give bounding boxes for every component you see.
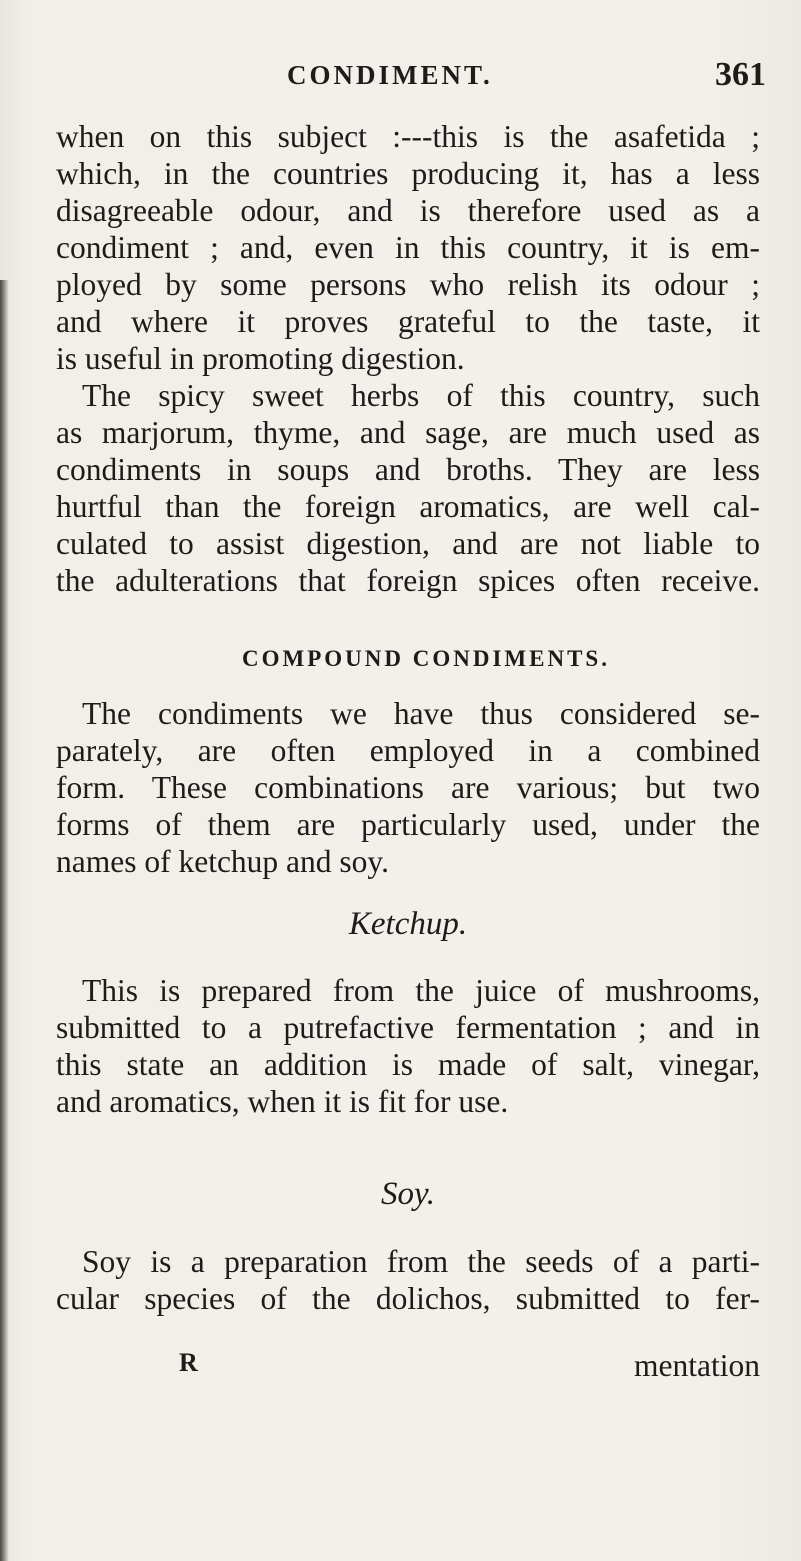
text-line: the adulterations that foreign spices often receive. <box>56 563 760 598</box>
soy-heading-block <box>56 1176 760 1213</box>
page-binding-edge <box>0 280 9 1561</box>
section-heading: COMPOUND CONDIMENTS. <box>242 646 610 671</box>
text-line: names of ketchup and soy. <box>56 844 389 879</box>
text-line: and where it proves grateful to the taste, it <box>56 304 760 339</box>
text-line: forms of them are particularly used, under the <box>56 807 760 842</box>
running-title: CONDIMENT. <box>287 60 493 90</box>
text-line: submitted to a putrefactive fermentation ; and in <box>56 1010 760 1045</box>
paragraph-ketchup <box>56 972 760 1120</box>
text-line: as marjorum, thyme, and sage, are much used as <box>56 415 760 450</box>
signature-mark: R <box>179 1348 198 1377</box>
paragraph-compound <box>56 695 760 880</box>
text-line: hurtful than the foreign aromatics, are well cal- <box>56 489 760 524</box>
text-line: and aromatics, when it is fit for use. <box>56 1084 509 1119</box>
soy-heading: Soy. <box>380 1176 436 1212</box>
page-header <box>0 58 801 98</box>
text-line: This is prepared from the juice of mushrooms, <box>82 973 760 1008</box>
text-line: Soy is a preparation from the seeds of a parti- <box>82 1244 760 1279</box>
text-line: this state an addition is made of salt, vinegar, <box>56 1047 760 1082</box>
page-footer <box>56 1348 760 1388</box>
text-line: is useful in promoting digestion. <box>56 341 465 376</box>
text-line: ployed by some persons who relish its odour ; <box>56 267 760 302</box>
text-line: which, in the countries producing it, has a less <box>56 156 760 191</box>
text-line: cular species of the dolichos, submitted to fer- <box>56 1281 760 1316</box>
text-line: The spicy sweet herbs of this country, such <box>82 378 760 413</box>
text-line: form. These combinations are various; but two <box>56 770 760 805</box>
section-compound-condiments <box>56 640 760 677</box>
paragraph-asafetida <box>56 118 760 599</box>
text-line: when on this subject :---this is the asafetida ; <box>56 119 760 154</box>
catchword: mentation <box>634 1348 760 1383</box>
text-line: condiment ; and, even in this country, it is em- <box>56 230 760 265</box>
text-line: disagreeable odour, and is therefore used as a <box>56 193 760 228</box>
text-line: The condiments we have thus considered se- <box>82 696 760 731</box>
text-line: condiments in soups and broths. They are less <box>56 452 760 487</box>
text-line: culated to assist digestion, and are not liable to <box>56 526 760 561</box>
paragraph-soy <box>56 1243 760 1317</box>
page-number: 361 <box>715 56 766 93</box>
text-line: parately, are often employed in a combined <box>56 733 760 768</box>
ketchup-heading-block <box>56 906 760 943</box>
ketchup-heading: Ketchup. <box>348 906 468 942</box>
